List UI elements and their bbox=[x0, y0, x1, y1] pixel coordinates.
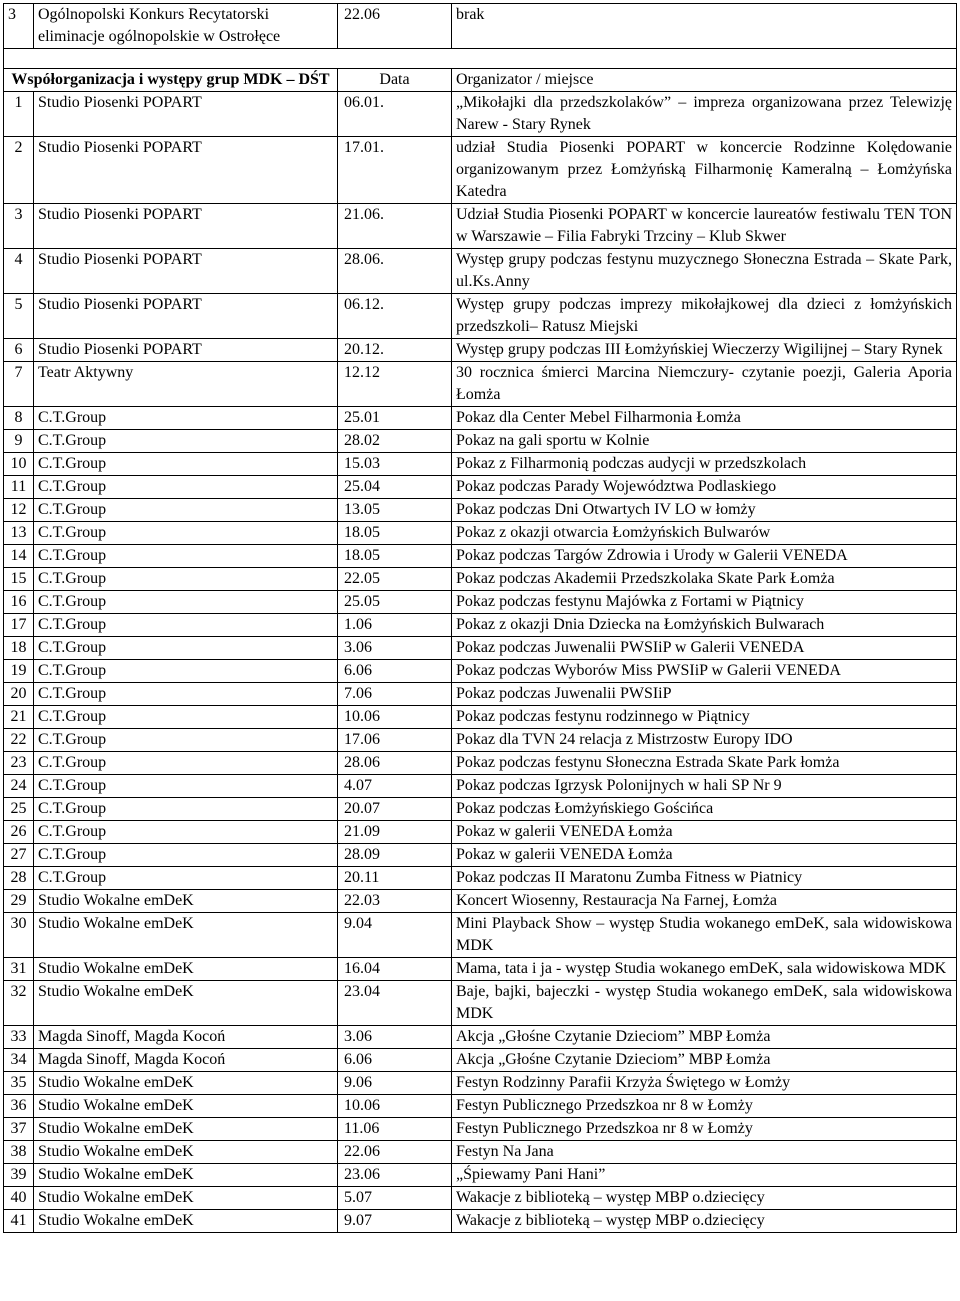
event-date: 28.06 bbox=[338, 752, 452, 775]
event-date: 6.06 bbox=[338, 660, 452, 683]
event-date: 06.01. bbox=[338, 92, 452, 137]
table-row bbox=[4, 1164, 957, 1187]
row-number: 30 bbox=[4, 913, 34, 958]
event-date: 17.01. bbox=[338, 137, 452, 204]
table-row bbox=[4, 407, 957, 430]
row-number: 6 bbox=[4, 339, 34, 362]
organizer-place: Pokaz podczas Wyborów Miss PWSIiP w Galerii VENEDA bbox=[452, 660, 957, 683]
column-header-organizer: Organizator / miejsce bbox=[452, 69, 957, 92]
top-row bbox=[4, 4, 957, 49]
event-date: 7.06 bbox=[338, 683, 452, 706]
table-row bbox=[4, 476, 957, 499]
group-name: Studio Piosenki POPART bbox=[34, 204, 338, 249]
table-row bbox=[4, 249, 957, 294]
event-date: 9.06 bbox=[338, 1072, 452, 1095]
group-name: C.T.Group bbox=[34, 614, 338, 637]
organizer-place: Pokaz podczas Targów Zdrowia i Urody w Galerii VENEDA bbox=[452, 545, 957, 568]
document-page bbox=[3, 3, 956, 1233]
table-row bbox=[4, 798, 957, 821]
row-number: 8 bbox=[4, 407, 34, 430]
organizer-place: Występ grupy podczas imprezy mikołajkowej dla dzieci z łomżyńskich przedszkoli– Ratusz Miejski bbox=[452, 294, 957, 339]
row-number: 2 bbox=[4, 137, 34, 204]
event-date: 18.05 bbox=[338, 522, 452, 545]
table-row bbox=[4, 821, 957, 844]
event-date: 22.06 bbox=[338, 4, 452, 49]
group-name: Studio Wokalne emDeK bbox=[34, 1118, 338, 1141]
organizer-place: Mama, tata i ja - występ Studia wokanego emDeK, sala widowiskowa MDK bbox=[452, 958, 957, 981]
table-row bbox=[4, 913, 957, 958]
group-name: Studio Piosenki POPART bbox=[34, 249, 338, 294]
group-name: C.T.Group bbox=[34, 430, 338, 453]
organizer-place: udział Studia Piosenki POPART w koncercie Rodzinne Kolędowanie organizowanym przez Łomżyńską Filharmonię Kameralną – Łomżyńska Katedra bbox=[452, 137, 957, 204]
row-number: 5 bbox=[4, 294, 34, 339]
table-row bbox=[4, 867, 957, 890]
event-date: 28.02 bbox=[338, 430, 452, 453]
organizer-place: „Mikołajki dla przedszkolaków” – impreza organizowana przez Telewizję Narew - Stary Rynek bbox=[452, 92, 957, 137]
table-row bbox=[4, 545, 957, 568]
table-row bbox=[4, 1095, 957, 1118]
event-date: 3.06 bbox=[338, 637, 452, 660]
blank-row bbox=[4, 49, 957, 69]
event-date: 28.09 bbox=[338, 844, 452, 867]
group-name: C.T.Group bbox=[34, 752, 338, 775]
organizer-place: Wakacje z biblioteką – występ MBP o.dziecięcy bbox=[452, 1210, 957, 1233]
table-row bbox=[4, 614, 957, 637]
event-date: 12.12 bbox=[338, 362, 452, 407]
row-number: 19 bbox=[4, 660, 34, 683]
group-name: Studio Wokalne emDeK bbox=[34, 913, 338, 958]
section-title: Współorganizacja i występy grup MDK – DŚT bbox=[4, 69, 338, 92]
table-row bbox=[4, 499, 957, 522]
row-number: 1 bbox=[4, 92, 34, 137]
table-row bbox=[4, 591, 957, 614]
organizer-place: Pokaz na gali sportu w Kolnie bbox=[452, 430, 957, 453]
events-table bbox=[3, 3, 957, 1233]
group-name: Studio Wokalne emDeK bbox=[34, 958, 338, 981]
table-row bbox=[4, 981, 957, 1026]
event-date: 3.06 bbox=[338, 1026, 452, 1049]
row-number: 31 bbox=[4, 958, 34, 981]
row-number: 16 bbox=[4, 591, 34, 614]
row-number: 35 bbox=[4, 1072, 34, 1095]
group-name: Studio Piosenki POPART bbox=[34, 339, 338, 362]
group-name: Ogólnopolski Konkurs Recytatorski eliminacje ogólnopolskie w Ostrołęce bbox=[34, 4, 338, 49]
column-header-date: Data bbox=[338, 69, 452, 92]
organizer-place: Akcja „Głośne Czytanie Dzieciom” MBP Łomża bbox=[452, 1026, 957, 1049]
organizer-place: Występ grupy podczas III Łomżyńskiej Wieczerzy Wigilijnej – Stary Rynek bbox=[452, 339, 957, 362]
table-row bbox=[4, 1026, 957, 1049]
table-row bbox=[4, 1118, 957, 1141]
row-number: 3 bbox=[4, 204, 34, 249]
table-row bbox=[4, 683, 957, 706]
row-number: 15 bbox=[4, 568, 34, 591]
row-number: 22 bbox=[4, 729, 34, 752]
event-date: 9.07 bbox=[338, 1210, 452, 1233]
organizer-place: Udział Studia Piosenki POPART w koncercie laureatów festiwalu TEN TON w Warszawie – Filia Fabryki Trzciny – Klub Skwer bbox=[452, 204, 957, 249]
table-row bbox=[4, 1187, 957, 1210]
table-row bbox=[4, 1141, 957, 1164]
event-date: 18.05 bbox=[338, 545, 452, 568]
row-number: 37 bbox=[4, 1118, 34, 1141]
table-row bbox=[4, 137, 957, 204]
organizer-place: Pokaz podczas Juwenalii PWSIiP w Galerii VENEDA bbox=[452, 637, 957, 660]
section-header-row bbox=[4, 69, 957, 92]
event-date: 21.09 bbox=[338, 821, 452, 844]
group-name: C.T.Group bbox=[34, 867, 338, 890]
table-row bbox=[4, 204, 957, 249]
table-row bbox=[4, 453, 957, 476]
event-date: 22.06 bbox=[338, 1141, 452, 1164]
row-number: 39 bbox=[4, 1164, 34, 1187]
group-name: C.T.Group bbox=[34, 844, 338, 867]
row-number: 24 bbox=[4, 775, 34, 798]
group-name: Studio Wokalne emDeK bbox=[34, 1141, 338, 1164]
table-row bbox=[4, 522, 957, 545]
organizer-place: Akcja „Głośne Czytanie Dzieciom” MBP Łomża bbox=[452, 1049, 957, 1072]
group-name: Studio Wokalne emDeK bbox=[34, 890, 338, 913]
event-date: 20.12. bbox=[338, 339, 452, 362]
row-number: 38 bbox=[4, 1141, 34, 1164]
organizer-place: Pokaz dla Center Mebel Filharmonia Łomża bbox=[452, 407, 957, 430]
row-number: 36 bbox=[4, 1095, 34, 1118]
group-name: C.T.Group bbox=[34, 775, 338, 798]
row-number: 20 bbox=[4, 683, 34, 706]
row-number: 17 bbox=[4, 614, 34, 637]
group-name: Studio Piosenki POPART bbox=[34, 137, 338, 204]
group-name: C.T.Group bbox=[34, 568, 338, 591]
row-number: 3 bbox=[4, 4, 34, 49]
event-date: 1.06 bbox=[338, 614, 452, 637]
row-number: 21 bbox=[4, 706, 34, 729]
group-name: Magda Sinoff, Magda Kocoń bbox=[34, 1026, 338, 1049]
table-row bbox=[4, 362, 957, 407]
event-date: 11.06 bbox=[338, 1118, 452, 1141]
row-number: 10 bbox=[4, 453, 34, 476]
event-date: 20.07 bbox=[338, 798, 452, 821]
row-number: 9 bbox=[4, 430, 34, 453]
event-date: 17.06 bbox=[338, 729, 452, 752]
table-row bbox=[4, 1210, 957, 1233]
row-number: 7 bbox=[4, 362, 34, 407]
group-name: C.T.Group bbox=[34, 499, 338, 522]
event-date: 25.01 bbox=[338, 407, 452, 430]
group-name: C.T.Group bbox=[34, 591, 338, 614]
table-row bbox=[4, 1049, 957, 1072]
group-name: Studio Piosenki POPART bbox=[34, 92, 338, 137]
event-date: 6.06 bbox=[338, 1049, 452, 1072]
group-name: C.T.Group bbox=[34, 683, 338, 706]
row-number: 13 bbox=[4, 522, 34, 545]
organizer-place: Pokaz podczas Akademii Przedszkolaka Skate Park Łomża bbox=[452, 568, 957, 591]
row-number: 4 bbox=[4, 249, 34, 294]
row-number: 11 bbox=[4, 476, 34, 499]
row-number: 26 bbox=[4, 821, 34, 844]
organizer-place: Wakacje z biblioteką – występ MBP o.dziecięcy bbox=[452, 1187, 957, 1210]
group-name: C.T.Group bbox=[34, 706, 338, 729]
organizer-place: Festyn Rodzinny Parafii Krzyża Świętego w Łomży bbox=[452, 1072, 957, 1095]
event-date: 10.06 bbox=[338, 706, 452, 729]
group-name: C.T.Group bbox=[34, 407, 338, 430]
group-name: Studio Wokalne emDeK bbox=[34, 1072, 338, 1095]
table-row bbox=[4, 775, 957, 798]
group-name: Studio Wokalne emDeK bbox=[34, 1095, 338, 1118]
organizer-place: Pokaz z Filharmonią podczas audycji w przedszkolach bbox=[452, 453, 957, 476]
table-row bbox=[4, 890, 957, 913]
table-row bbox=[4, 958, 957, 981]
organizer-place: Pokaz podczas Igrzysk Polonijnych w hali SP Nr 9 bbox=[452, 775, 957, 798]
event-date: 16.04 bbox=[338, 958, 452, 981]
table-row bbox=[4, 339, 957, 362]
organizer-place: Pokaz z okazji otwarcia Łomżyńskich Bulwarów bbox=[452, 522, 957, 545]
organizer-place: 30 rocznica śmierci Marcina Niemczury- czytanie poezji, Galeria Aporia Łomża bbox=[452, 362, 957, 407]
group-name: C.T.Group bbox=[34, 660, 338, 683]
event-date: 25.04 bbox=[338, 476, 452, 499]
organizer-place: Pokaz podczas festynu rodzinnego w Piątnicy bbox=[452, 706, 957, 729]
row-number: 23 bbox=[4, 752, 34, 775]
organizer-place: Pokaz w galerii VENEDA Łomża bbox=[452, 821, 957, 844]
table-row bbox=[4, 706, 957, 729]
event-date: 23.04 bbox=[338, 981, 452, 1026]
event-date: 20.11 bbox=[338, 867, 452, 890]
event-date: 5.07 bbox=[338, 1187, 452, 1210]
group-name: Studio Piosenki POPART bbox=[34, 294, 338, 339]
row-number: 14 bbox=[4, 545, 34, 568]
event-date: 25.05 bbox=[338, 591, 452, 614]
organizer-place: Pokaz z okazji Dnia Dziecka na Łomżyńskich Bulwarach bbox=[452, 614, 957, 637]
row-number: 29 bbox=[4, 890, 34, 913]
row-number: 25 bbox=[4, 798, 34, 821]
event-date: 9.04 bbox=[338, 913, 452, 958]
group-name: Teatr Aktywny bbox=[34, 362, 338, 407]
table-row bbox=[4, 637, 957, 660]
organizer-place: Festyn Na Jana bbox=[452, 1141, 957, 1164]
group-name: C.T.Group bbox=[34, 522, 338, 545]
group-name: C.T.Group bbox=[34, 798, 338, 821]
group-name: C.T.Group bbox=[34, 545, 338, 568]
organizer-place: Występ grupy podczas festynu muzycznego Słoneczna Estrada – Skate Park, ul.Ks.Anny bbox=[452, 249, 957, 294]
row-number: 12 bbox=[4, 499, 34, 522]
event-date: 28.06. bbox=[338, 249, 452, 294]
organizer-place: Pokaz podczas festynu Słoneczna Estrada Skate Park łomża bbox=[452, 752, 957, 775]
table-row bbox=[4, 294, 957, 339]
group-name: Studio Wokalne emDeK bbox=[34, 1187, 338, 1210]
row-number: 41 bbox=[4, 1210, 34, 1233]
table-row bbox=[4, 660, 957, 683]
group-name: Studio Wokalne emDeK bbox=[34, 1210, 338, 1233]
organizer-place: Pokaz podczas Parady Województwa Podlaskiego bbox=[452, 476, 957, 499]
organizer-place: Koncert Wiosenny, Restauracja Na Farnej, Łomża bbox=[452, 890, 957, 913]
organizer-place: Festyn Publicznego Przedszkoa nr 8 w Łomży bbox=[452, 1095, 957, 1118]
event-date: 13.05 bbox=[338, 499, 452, 522]
organizer-place: brak bbox=[452, 4, 957, 49]
organizer-place: Mini Playback Show – występ Studia wokanego emDeK, sala widowiskowa MDK bbox=[452, 913, 957, 958]
event-date: 22.05 bbox=[338, 568, 452, 591]
group-name: C.T.Group bbox=[34, 476, 338, 499]
event-date: 4.07 bbox=[338, 775, 452, 798]
organizer-place: Pokaz podczas Łomżyńskiego Gościńca bbox=[452, 798, 957, 821]
row-number: 33 bbox=[4, 1026, 34, 1049]
row-number: 28 bbox=[4, 867, 34, 890]
organizer-place: Baje, bajki, bajeczki - występ Studia wokanego emDeK, sala widowiskowa MDK bbox=[452, 981, 957, 1026]
event-date: 15.03 bbox=[338, 453, 452, 476]
organizer-place: Festyn Publicznego Przedszkoa nr 8 w Łomży bbox=[452, 1118, 957, 1141]
table-row bbox=[4, 729, 957, 752]
group-name: C.T.Group bbox=[34, 453, 338, 476]
table-row bbox=[4, 568, 957, 591]
row-number: 32 bbox=[4, 981, 34, 1026]
event-date: 22.03 bbox=[338, 890, 452, 913]
organizer-place: Pokaz w galerii VENEDA Łomża bbox=[452, 844, 957, 867]
organizer-place: Pokaz dla TVN 24 relacja z Mistrzostw Europy IDO bbox=[452, 729, 957, 752]
table-row bbox=[4, 430, 957, 453]
row-number: 27 bbox=[4, 844, 34, 867]
event-date: 21.06. bbox=[338, 204, 452, 249]
group-name: Studio Wokalne emDeK bbox=[34, 1164, 338, 1187]
table-row bbox=[4, 1072, 957, 1095]
organizer-place: Pokaz podczas II Maratonu Zumba Fitness w Piatnicy bbox=[452, 867, 957, 890]
table-row bbox=[4, 752, 957, 775]
organizer-place: Pokaz podczas Juwenalii PWSIiP bbox=[452, 683, 957, 706]
table-row bbox=[4, 844, 957, 867]
organizer-place: „Śpiewamy Pani Hani” bbox=[452, 1164, 957, 1187]
blank-cell bbox=[4, 49, 957, 69]
event-date: 06.12. bbox=[338, 294, 452, 339]
group-name: C.T.Group bbox=[34, 821, 338, 844]
group-name: Magda Sinoff, Magda Kocoń bbox=[34, 1049, 338, 1072]
table-row bbox=[4, 92, 957, 137]
row-number: 34 bbox=[4, 1049, 34, 1072]
group-name: C.T.Group bbox=[34, 729, 338, 752]
row-number: 40 bbox=[4, 1187, 34, 1210]
event-date: 10.06 bbox=[338, 1095, 452, 1118]
row-number: 18 bbox=[4, 637, 34, 660]
event-date: 23.06 bbox=[338, 1164, 452, 1187]
organizer-place: Pokaz podczas Dni Otwartych IV LO w łomży bbox=[452, 499, 957, 522]
group-name: Studio Wokalne emDeK bbox=[34, 981, 338, 1026]
group-name: C.T.Group bbox=[34, 637, 338, 660]
organizer-place: Pokaz podczas festynu Majówka z Fortami w Piątnicy bbox=[452, 591, 957, 614]
